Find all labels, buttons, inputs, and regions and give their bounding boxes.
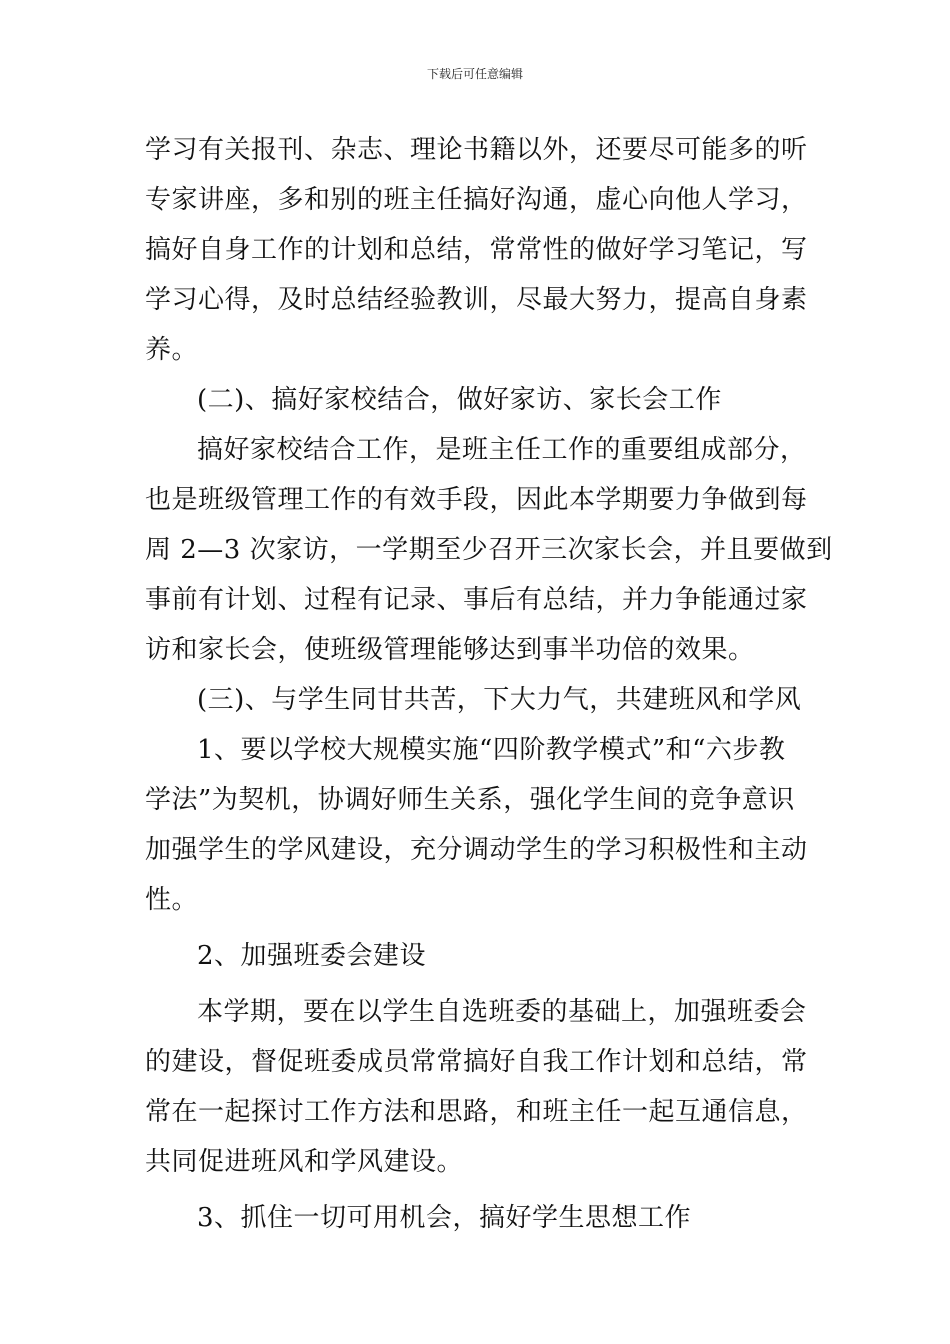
text-line: 学法”为契机，协调好师生关系，强化学生间的竞争意识 (145, 785, 795, 815)
paragraph-class-committee (145, 987, 815, 1187)
text-line: 养。 (145, 335, 199, 365)
heading-line: 3、抓住一切可用机会，搞好学生思想工作 (197, 1203, 692, 1233)
heading-line: (二)、搞好家校结合，做好家访、家长会工作 (197, 385, 722, 415)
text-line: 学习有关报刊、杂志、理论书籍以外，还要尽可能多的听 (145, 135, 808, 165)
list-item-1 (145, 725, 815, 925)
paragraph-home-school (145, 425, 833, 675)
text-line: 常在一起探讨工作方法和思路，和班主任一起互通信息， (145, 1097, 808, 1127)
text-line: 本学期，要在以学生自选班委的基础上，加强班委会 (197, 997, 807, 1027)
document-body (145, 125, 833, 1243)
text-line: 搞好自身工作的计划和总结，常常性的做好学习笔记，写 (145, 235, 808, 265)
text-line: 共同促进班风和学风建设。 (145, 1147, 464, 1177)
page-header-note: 下载后可任意编辑 (426, 67, 523, 81)
text-line: 事前有计划、过程有记录、事后有总结，并力争能通过家 (145, 585, 808, 615)
text-line: 周 2—3 次家访，一学期至少召开三次家长会，并且要做到 (145, 535, 833, 565)
text-line: 性。 (145, 885, 199, 915)
text-line: 1、要以学校大规模实施“四阶教学模式”和“六步教 (197, 735, 786, 765)
heading-line: 2、加强班委会建设 (197, 941, 427, 971)
text-line: 加强学生的学风建设，充分调动学生的学习积极性和主动 (145, 835, 808, 865)
text-line: 专家讲座，多和别的班主任搞好沟通，虚心向他人学习， (145, 185, 808, 215)
text-line: 学习心得，及时总结经验教训，尽最大努力，提高自身素 (145, 285, 808, 315)
section-heading-2 (145, 375, 815, 425)
section-heading-3 (145, 675, 815, 725)
text-line: 的建设，督促班委成员常常搞好自我工作计划和总结，常 (145, 1047, 808, 1077)
heading-line: (三)、与学生同甘共苦，下大力气，共建班风和学风 (197, 685, 802, 715)
paragraph-continuation (145, 125, 815, 375)
text-line: 搞好家校结合工作，是班主任工作的重要组成部分， (197, 435, 807, 465)
list-item-3-heading (145, 1193, 815, 1243)
text-line: 访和家长会，使班级管理能够达到事半功倍的效果。 (145, 635, 755, 665)
list-item-2-heading (145, 931, 815, 981)
text-line: 也是班级管理工作的有效手段，因此本学期要力争做到每 (145, 485, 808, 515)
